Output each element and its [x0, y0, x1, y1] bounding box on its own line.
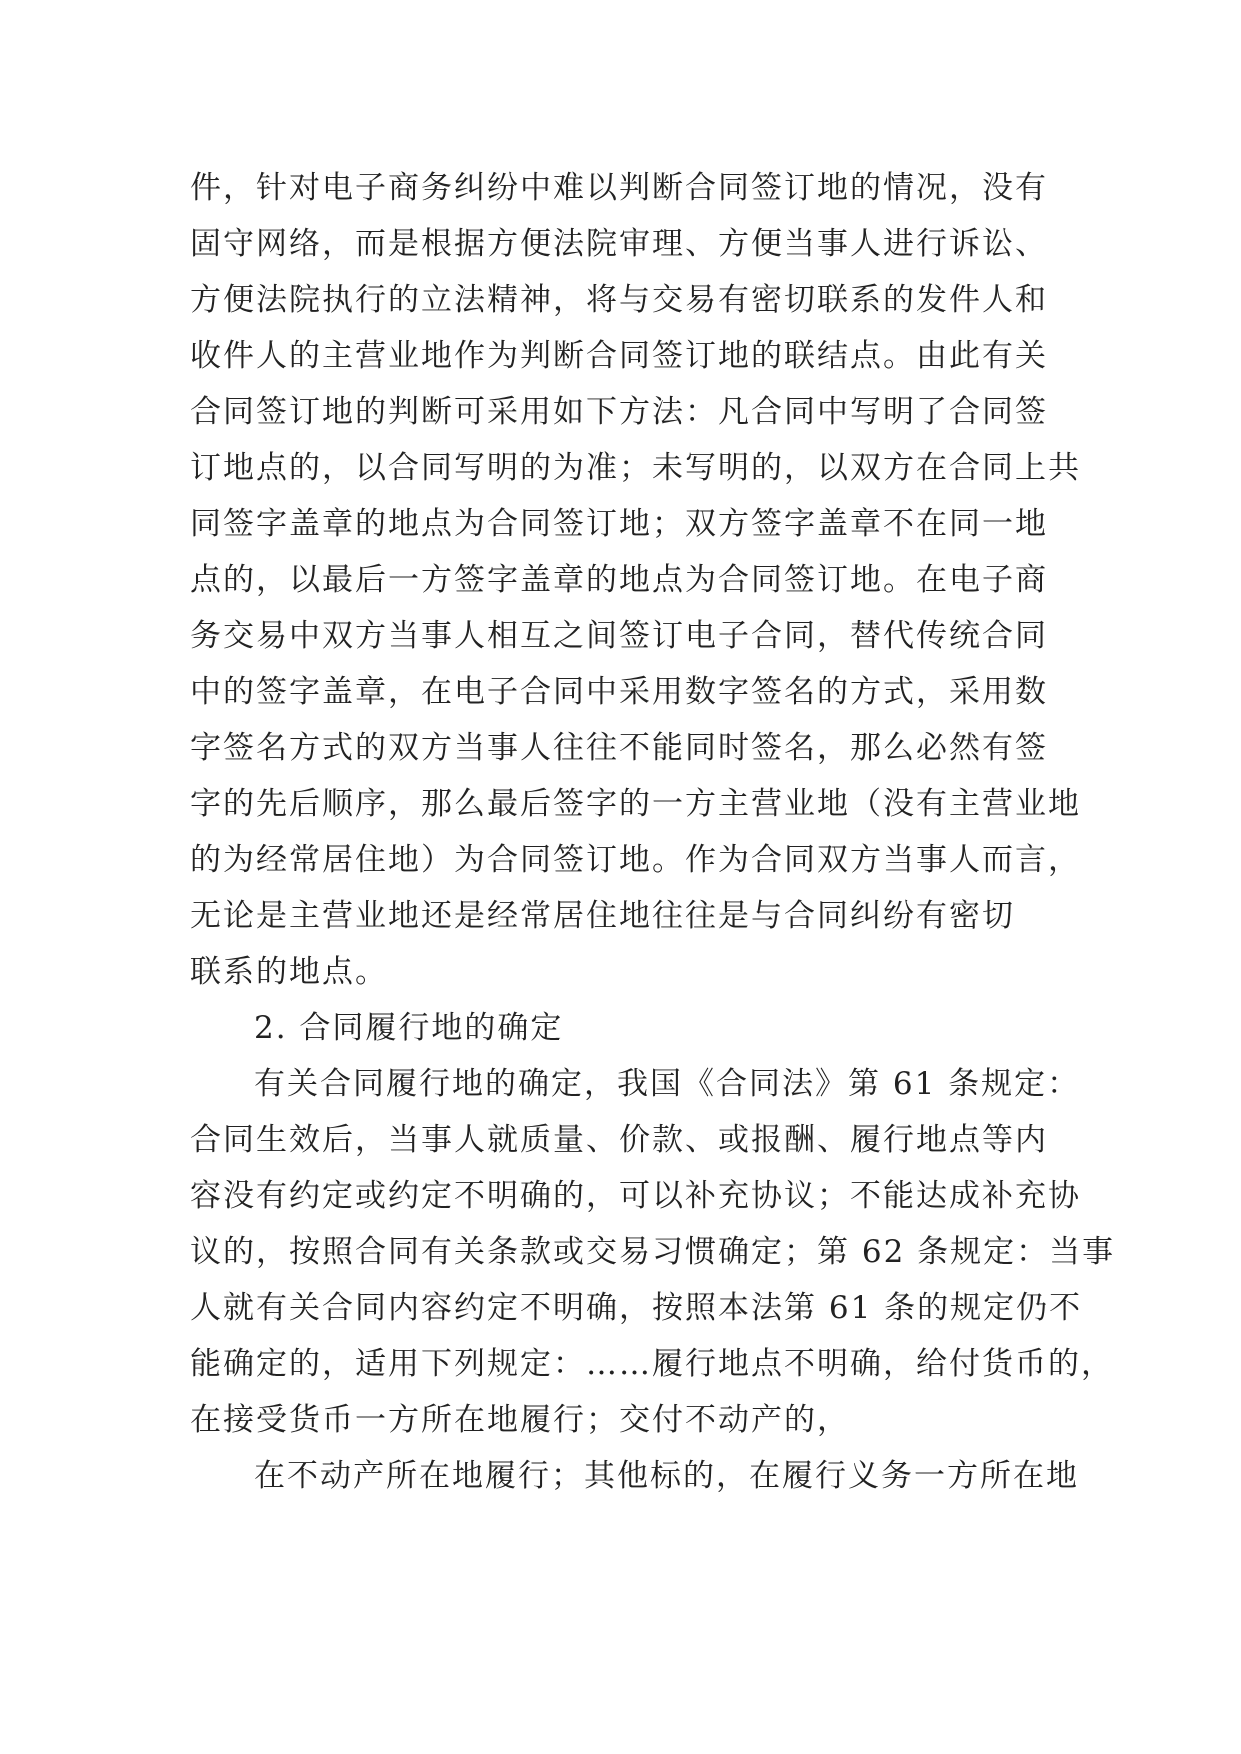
- text-line: 能确定的，适用下列规定：……履行地点不明确，给付货币的，: [190, 1346, 1114, 1382]
- text-line: 合同生效后，当事人就质量、价款、或报酬、履行地点等内: [190, 1122, 1048, 1158]
- text-line: 点的，以最后一方签字盖章的地点为合同签订地。在电子商: [190, 562, 1048, 598]
- text-line: 固守网络，而是根据方便法院审理、方便当事人进行诉讼、: [190, 226, 1048, 262]
- text-line: 合同签订地的判断可采用如下方法：凡合同中写明了合同签: [190, 394, 1048, 430]
- text-line: 在接受货币一方所在地履行；交付不动产的，: [190, 1402, 850, 1438]
- text-line: 字签名方式的双方当事人往往不能同时签名，那么必然有签: [190, 730, 1048, 766]
- text-line: 同签字盖章的地点为合同签订地；双方签字盖章不在同一地: [190, 506, 1048, 542]
- text-line: 字的先后顺序，那么最后签字的一方主营业地（没有主营业地: [190, 786, 1081, 822]
- text-line: 联系的地点。: [190, 954, 388, 990]
- text-line: 有关合同履行地的确定，我国《合同法》第 61 条规定：: [254, 1066, 1081, 1102]
- text-line: 方便法院执行的立法精神，将与交易有密切联系的发件人和: [190, 282, 1048, 318]
- text-line: 容没有约定或约定不明确的，可以补充协议；不能达成补充协: [190, 1178, 1081, 1214]
- body-text: [190, 160, 1116, 1504]
- text-line: 件，针对电子商务纠纷中难以判断合同签订地的情况，没有: [190, 170, 1048, 206]
- text-line: 在不动产所在地履行；其他标的，在履行义务一方所在地: [254, 1458, 1079, 1494]
- text-line: 议的，按照合同有关条款或交易习惯确定；第 62 条规定：当事: [190, 1234, 1116, 1270]
- text-line: 无论是主营业地还是经常居住地往往是与合同纠纷有密切: [190, 898, 1015, 934]
- text-line: 务交易中双方当事人相互之间签订电子合同，替代传统合同: [190, 618, 1048, 654]
- text-line: 订地点的，以合同写明的为准；未写明的，以双方在合同上共: [190, 450, 1081, 486]
- text-line: 人就有关合同内容约定不明确，按照本法第 61 条的规定仍不: [190, 1290, 1083, 1326]
- text-line: 收件人的主营业地作为判断合同签订地的联结点。由此有关: [190, 338, 1048, 374]
- text-line: 中的签字盖章，在电子合同中采用数字签名的方式，采用数: [190, 674, 1048, 710]
- text-line: 的为经常居住地）为合同签订地。作为合同双方当事人而言，: [190, 842, 1081, 878]
- section-heading: 2. 合同履行地的确定: [254, 1010, 564, 1046]
